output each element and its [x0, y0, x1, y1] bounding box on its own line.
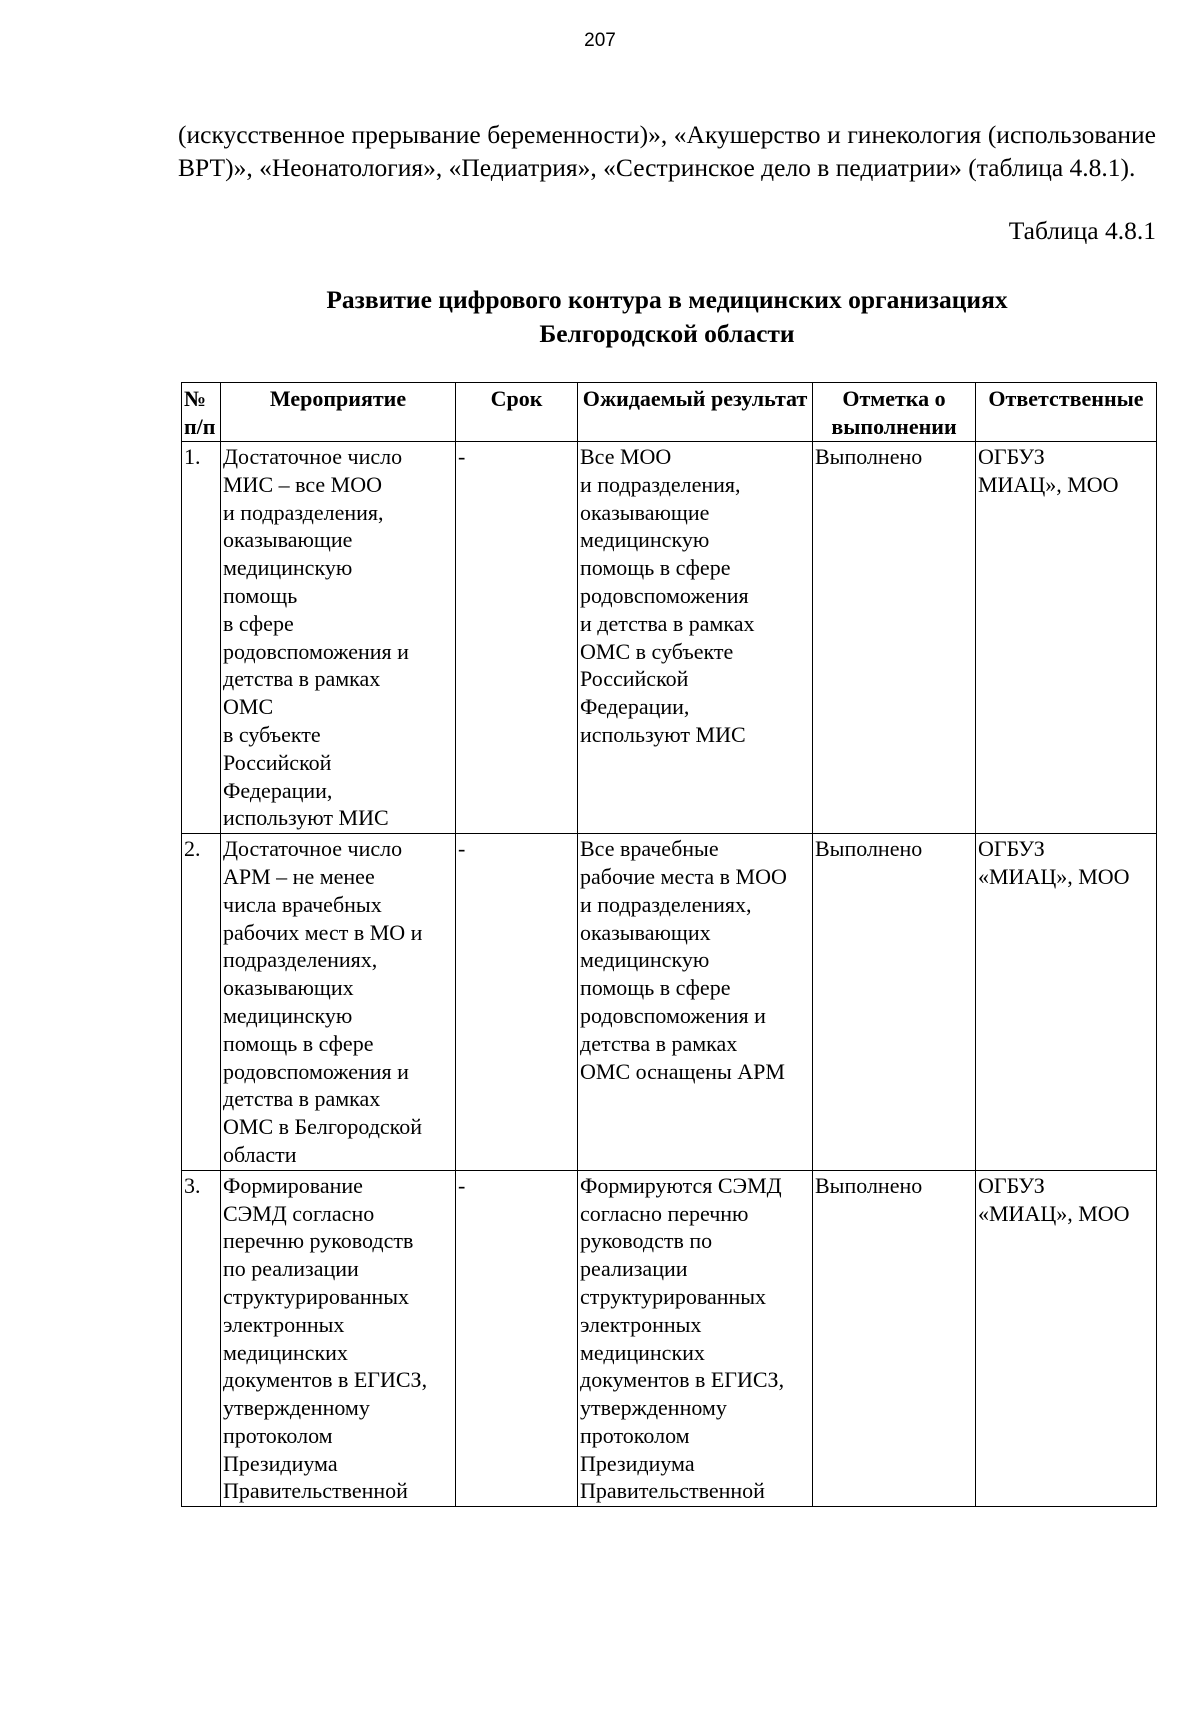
- term-cell: -: [456, 442, 578, 834]
- event-cell: [221, 834, 456, 1171]
- result-cell-line: Российской: [580, 666, 689, 692]
- result-cell-line: ОМС оснащены АРМ: [580, 1058, 785, 1084]
- row-number: 3.: [182, 1170, 221, 1507]
- mark-cell: Выполнено: [813, 1170, 976, 1507]
- responsible-cell: [976, 442, 1157, 834]
- responsible-cell-line: ОГБУЗ: [978, 1172, 1045, 1198]
- result-cell-line: руководств по: [580, 1228, 713, 1254]
- result-cell-line: помощь в сфере: [580, 555, 731, 581]
- event-cell-line: детства в рамках: [223, 666, 381, 692]
- event-cell-line: документов в ЕГИСЗ,: [223, 1367, 428, 1393]
- event-cell-line: детства в рамках: [223, 1086, 381, 1112]
- result-cell: [578, 442, 813, 834]
- digital-contour-table: [181, 382, 1157, 1507]
- table-row: [182, 442, 1157, 834]
- event-cell-line: перечню руководств: [223, 1228, 414, 1254]
- result-cell-line: Федерации,: [580, 694, 690, 720]
- event-cell-line: Президиума: [223, 1450, 338, 1476]
- event-cell-line: Достаточное число: [223, 836, 403, 862]
- header-num: № п/п: [182, 383, 221, 442]
- event-cell-line: АРМ – не менее: [223, 863, 375, 889]
- responsible-cell-line: ОГБУЗ: [978, 836, 1045, 862]
- event-cell-line: области: [223, 1141, 297, 1167]
- intro-paragraph: (искусственное прерывание беременности)», «Акушерство и гинекология (использование ВРТ)», «Неонатология», «Педиатрия», «Сестринское дело в педиатрии» (таблица 4.8.1).: [178, 120, 1156, 182]
- table-caption: Таблица 4.8.1: [1008, 216, 1156, 245]
- table-title-line: Белгородской области: [539, 319, 795, 348]
- table-title: [178, 283, 1156, 351]
- row-number: 1.: [182, 442, 221, 834]
- result-cell-line: Все врачебные: [580, 836, 719, 862]
- event-cell-line: Федерации,: [223, 777, 333, 803]
- event-cell: [221, 1170, 456, 1507]
- event-cell-line: подразделениях,: [223, 947, 378, 973]
- event-cell-line: протоколом: [223, 1422, 333, 1448]
- header-term: Срок: [456, 383, 578, 442]
- result-cell-line: оказывающих: [580, 919, 711, 945]
- header-mark: Отметка о выполнении: [813, 383, 976, 442]
- result-cell-line: протоколом: [580, 1422, 690, 1448]
- result-cell-line: родовспоможения: [580, 582, 749, 608]
- page-number: 207: [584, 30, 616, 51]
- result-cell-line: медицинскую: [580, 527, 710, 553]
- event-cell-line: по реализации: [223, 1256, 359, 1282]
- event-cell-line: Формирование: [223, 1172, 363, 1198]
- result-cell-line: детства в рамках: [580, 1030, 738, 1056]
- table-row: [182, 834, 1157, 1171]
- event-cell-line: используют МИС: [223, 805, 389, 831]
- event-cell-line: медицинскую: [223, 1002, 353, 1028]
- event-cell: [221, 442, 456, 834]
- result-cell-line: структурированных: [580, 1283, 767, 1309]
- event-cell-line: родовспоможения и: [223, 1058, 409, 1084]
- row-number: 2.: [182, 834, 221, 1171]
- event-cell-line: родовспоможения и: [223, 638, 409, 664]
- result-cell-line: помощь в сфере: [580, 975, 731, 1001]
- event-cell-line: в субъекте: [223, 721, 321, 747]
- event-cell-line: ОМС в Белгородской: [223, 1114, 423, 1140]
- header-event: Мероприятие: [221, 383, 456, 442]
- event-cell-line: в сфере: [223, 610, 294, 636]
- event-cell-line: Правительственной: [223, 1478, 408, 1504]
- event-cell-line: структурированных: [223, 1283, 410, 1309]
- event-cell-line: и подразделения,: [223, 499, 384, 525]
- event-cell-line: Достаточное число: [223, 444, 403, 469]
- mark-cell: Выполнено: [813, 442, 976, 834]
- result-cell-line: документов в ЕГИСЗ,: [580, 1367, 785, 1393]
- result-cell-line: используют МИС: [580, 721, 746, 747]
- mark-cell: Выполнено: [813, 834, 976, 1171]
- result-cell-line: Правительственной: [580, 1478, 765, 1504]
- result-cell-line: утвержденному: [580, 1395, 727, 1421]
- event-cell-line: электронных: [223, 1311, 345, 1337]
- result-cell-line: медицинскую: [580, 947, 710, 973]
- event-cell-line: медицинских: [223, 1339, 348, 1365]
- result-cell-line: ОМС в субъекте: [580, 638, 734, 664]
- event-cell-line: ОМС: [223, 694, 274, 720]
- result-cell: [578, 1170, 813, 1507]
- result-cell-line: электронных: [580, 1311, 702, 1337]
- header-responsible: Ответственные: [976, 383, 1157, 442]
- event-cell-line: оказывающих: [223, 975, 354, 1001]
- result-cell-line: родовспоможения и: [580, 1002, 766, 1028]
- table-title-line: Развитие цифрового контура в медицинских организациях: [326, 285, 1008, 314]
- responsible-cell-line: «МИАЦ», МОО: [978, 863, 1130, 889]
- event-cell-line: Российской: [223, 749, 332, 775]
- responsible-cell-line: МИАЦ», МОО: [978, 471, 1119, 497]
- event-cell-line: МИС – все МОО: [223, 471, 383, 497]
- event-cell-line: СЭМД согласно: [223, 1200, 375, 1226]
- result-cell-line: Все МОО: [580, 444, 672, 469]
- event-cell-line: помощь: [223, 582, 298, 608]
- result-cell-line: медицинских: [580, 1339, 705, 1365]
- event-cell-line: оказывающие: [223, 527, 353, 553]
- result-cell: [578, 834, 813, 1171]
- responsible-cell-line: «МИАЦ», МОО: [978, 1200, 1130, 1226]
- event-cell-line: рабочих мест в МО и: [223, 919, 423, 945]
- event-cell-line: утвержденному: [223, 1395, 370, 1421]
- result-cell-line: Президиума: [580, 1450, 695, 1476]
- responsible-cell-line: ОГБУЗ: [978, 444, 1045, 469]
- event-cell-line: помощь в сфере: [223, 1030, 374, 1056]
- responsible-cell: [976, 834, 1157, 1171]
- result-cell-line: реализации: [580, 1256, 688, 1282]
- term-cell: -: [456, 1170, 578, 1507]
- table-header-row: [182, 383, 1157, 442]
- event-cell-line: числа врачебных: [223, 891, 382, 917]
- result-cell-line: согласно перечню: [580, 1200, 749, 1226]
- result-cell-line: оказывающие: [580, 499, 710, 525]
- table-row: [182, 1170, 1157, 1507]
- header-result: Ожидаемый результат: [578, 383, 813, 442]
- event-cell-line: медицинскую: [223, 555, 353, 581]
- result-cell-line: и подразделениях,: [580, 891, 752, 917]
- responsible-cell: [976, 1170, 1157, 1507]
- result-cell-line: рабочие места в МОО: [580, 863, 787, 889]
- result-cell-line: и подразделения,: [580, 471, 741, 497]
- term-cell: -: [456, 834, 578, 1171]
- result-cell-line: и детства в рамках: [580, 610, 755, 636]
- result-cell-line: Формируются СЭМД: [580, 1172, 782, 1198]
